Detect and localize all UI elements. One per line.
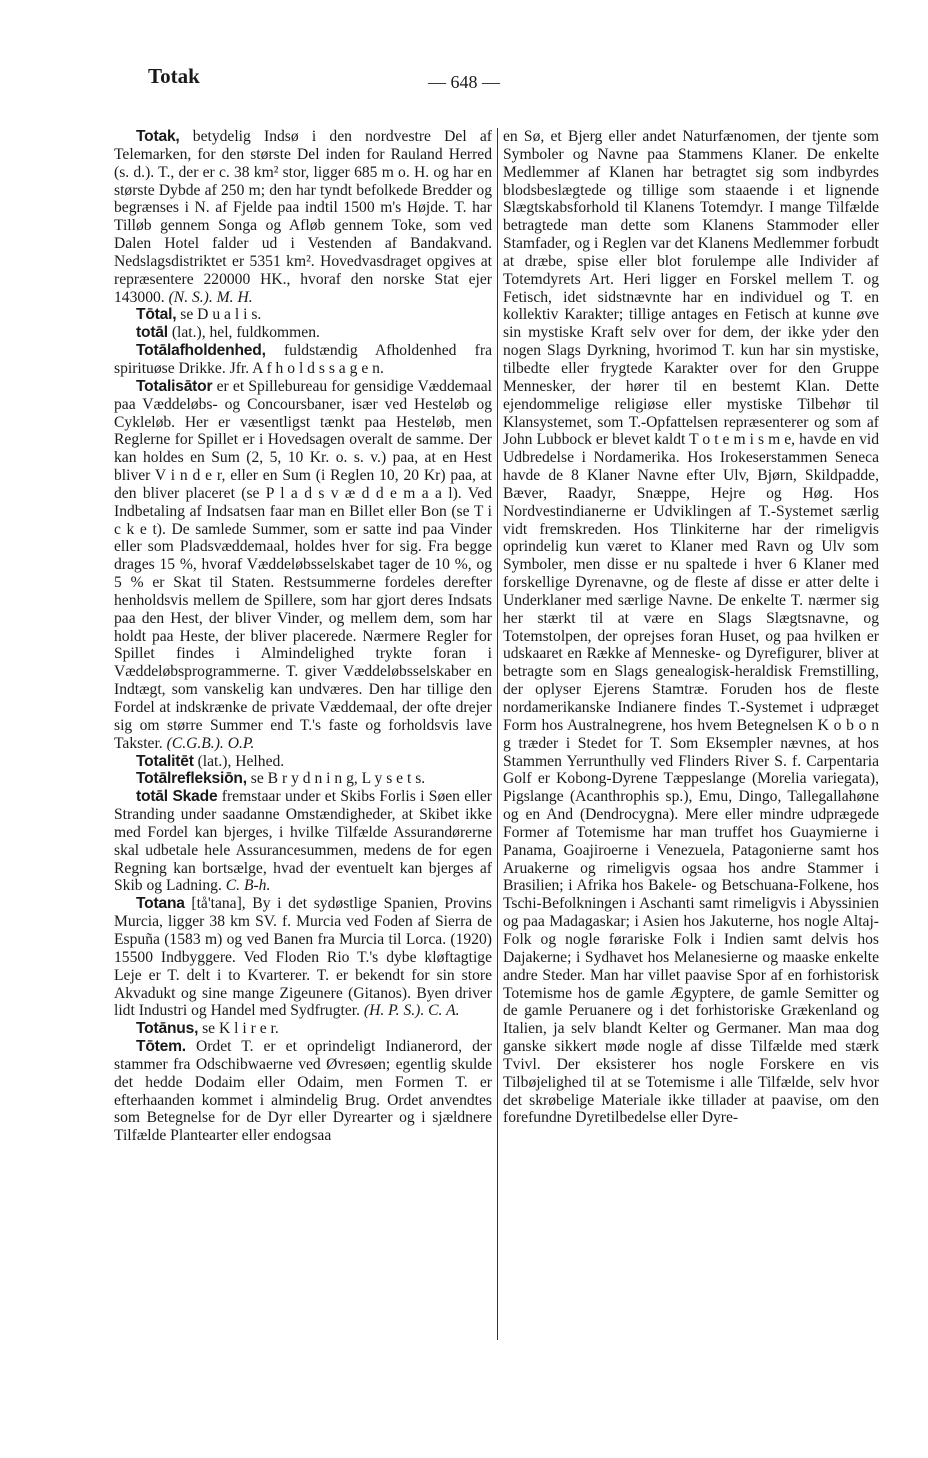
entry-text: se D u a l i s.	[176, 306, 262, 324]
headword: Tōtal,	[136, 306, 177, 324]
right-column	[503, 128, 879, 1127]
author-signature: C. B-h.	[225, 877, 271, 895]
entry-totak	[114, 128, 492, 306]
author-signature: (N. S.). M. H.	[168, 288, 253, 306]
entry-text: se K l i r e r.	[198, 1020, 279, 1038]
page-number: — 648 —	[428, 72, 500, 92]
entry-total-lat	[114, 324, 492, 342]
entry-totalrefleksion	[114, 770, 492, 788]
headword: totāl Skade	[136, 788, 218, 806]
entry-text: fremstaar under et Skibs Forlis i Søen eller Stranding under saadanne Omstændigheder, at Skibet ikke med Fordel kan bjerges, i hvilke Tilfælde Assurandørerne skal udbetale hele Assurancesummen, medens de for egen Regning kan bortsælge, hvad der eventuelt kan bjerges af Skib og Ladning.	[114, 788, 492, 895]
headword: Totana	[136, 895, 185, 913]
entry-total-skade	[114, 788, 492, 895]
author-signature: (H. P. S.). C. A.	[363, 1002, 460, 1020]
entry-totem	[114, 1038, 492, 1145]
headword: totāl	[136, 324, 168, 342]
entry-text: (lat.), Helhed.	[193, 752, 285, 770]
entry-text: fuldstændig Afholdenhed fra spirituøse Drikke. Jfr. A f h o l d s s a g e n.	[114, 342, 492, 377]
entry-text: Ordet T. er et oprindeligt Indianerord, der stammer fra Odschibwaerne ved Øvresøen; egentlig skulde det hedde Dodaim eller Odaim, men Formen T. er efterhaanden kommet i almindelig Brug. Ordet anvendtes som Betegnelse for de Dyr eller Dyrearter og i sjældnere Tilfælde Plantearter eller endogsaa	[114, 1038, 492, 1145]
entry-total	[114, 306, 492, 324]
headword: Totak,	[136, 128, 180, 145]
entry-totalitet	[114, 753, 492, 771]
headword: Totānus,	[136, 1020, 199, 1038]
headword: Totalitēt	[136, 752, 194, 770]
headword: Totālafholdenhed,	[136, 342, 266, 360]
entry-text: er et Spillebureau for gensidige Væddemaal paa Væddeløbs- og Concoursbaner, især ved Hesteløb og Cykleløb. Her er væsentligst tænkt paa Hesteløb, men Reglerne for Spillet er i Hovedsagen overalt de samme. Der kan holdes en Sum (2, 5, 10 Kr. o. s. v.) paa, at en Hest bliver V i n d e r, eller en Sum (i Reglen 10, 20 Kr) paa, at den bliver placeret (se P l a d s v æ d d e m a a l). Ved Indbetaling af Indsatsen faar man en Billet eller Bon (se T i c k e t). De samlede Summer, som er satte ind paa Vinder eller som Pladsvæddemaal, holdes hver for sig. Fra begge drages 15 %, hvoraf Væddeløbsselskabet tager de 10 %, og 5 % er Skat til Staten. Restsummerne fordeles derefter henholdsvis mellem de Spillere, som har gjort deres Indsats paa den Hest, der bliver Vinder, og mellem dem, som har holdt paa Heste, der bliver placerede. Nærmere Regler for Spillet findes i Almindelighed trykte foran i Væddeløbsprogrammerne. T. giver Væddeløbsselskaber en Indtægt, som vanskelig kan undværes. Den har tillige den Fordel at indskrænke de private Væddemaal, der ofte drejer sig om større Summer end T.'s faste og forholdsvis lave Takster.	[114, 377, 492, 752]
left-column	[114, 128, 492, 1145]
headword: Totalisātor	[136, 377, 213, 395]
totem-continuation: en Sø, et Bjerg eller andet Naturfænomen, der tjente som Symboler og Navne paa Stammens Klaner. De enkelte Medlemmer af Klanen har betragtet sig som indbyrdes blodsbeslægtede og tillige som staaende i et lignende Slægtskabsforhold til Klanens Totemdyr. I mange Tilfælde betragtede man dette som Klanens Stammoder eller Stamfader, og i Reglen var det Klanens Medlemmer forbudt at dræbe, spise eller blot forulempe alle Individer af Totemdyrets Art. Heri ligger en Forskel mellem T. og Fetisch, idet sidstnævnte har en individuel og T. en kollektiv Karakter; tillige antages en Fetisch at kunne øve sin mystiske Kraft selv over for dem, der ikke yder den nogen Slags Dyrkning, hvorimod T. kun har sin mystiske, tilbedte eller frygtede Karakter over for den Gruppe Mennesker, der hører til en bestemt Klan. Dette ejendommelige religiøse eller mystiske Tilbehør til Klansystemet, som T.-Opfattelsen repræsenterer og som af John Lubbock er blevet kaldt T o t e m i s m e, havde en vid Udbredelse i Nordamerika. Hos Irokeserstammen Seneca havde de 8 Klaner Navne efter Ulv, Bjørn, Skildpadde, Bæver, Raadyr, Snæppe, Hejre og Høg. Hos Nordvestindianerne er Udviklingen af T.-Systemet særlig vidt fremskreden. Hos Tlinkiterne har der rimeligvis oprindelig kun været to Klaner med Ravn og Ulv som Symboler, men disse er nu spaltede i hver 6 Klaner med forskellige Dyrenavne, og de fleste af disse er atter delte i Underklaner med særlige Navne. De enkelte T. nærmer sig her stærkt til at være en Slags Slægtsnavne, og Totemstolpen, der oprejses foran Huset, og paa hvilken er udskaaret en Række af Menneske- og Dyrefigurer, bliver at betragte som en Slags genealogisk-heraldisk Fremstilling, der oplyser Ejerens Stamtræ. Foruden hos de fleste nordamerikanske Indianere findes T.-Systemet i udpræget Form hos Australnegrene, hos hvem Betegnelsen K o b o n g træder i Stedet for T. Som Eksempler nævnes, at hos Stammen Yerrunthully ved Flinders River S. f. Carpentaria Golf er Kobong-Dyrene Tæppeslange (Morelia variegata), Pigslange (Acanthrophis sp.), Emu, Dingo, Tallegallahøne og en And (Dendrocygna). Mere eller mindre udprægede Former af Totemisme har man truffet hos Guaymierne i Panama, Goajiroerne i Venezuela, Patagonierne samt hos Aruakerne og rimeligvis ogsaa hos andre Stammer i Brasilien; i Afrika hos Bakele- og Betschuana-Folkene, hos Tschi-Befolkningen i Aschanti samt rimeligvis i Abyssinien og paa Madagaskar; i Asien hos Jakuterne, hos nogle Altaj-Folk og nogle førariske Folk i Indien samt delvis hos Dajakerne; i Sydhavet hos Melanesierne og maaske enkelte andre Steder. Man har villet paavise Spor af en forhistorisk Totemisme hos de gamle Ægyptere, de gamle Semitter og de gamle Peruanere og i det forhistoriske Grækenland og Italien, ja selv blandt Kelter og Germaner. Man maa dog ganske sikkert møde nogle af disse Tilfælde med stærk Tvivl. Der eksisterer hos nogle Forskere en vis Tilbøjelighed til at se Totemisme i alle Tilfælde, selv hvor det skrøbelige Materiale ikke tillader at paavise, om den forefundne Dyretilbedelse eller Dyre-	[503, 128, 879, 1127]
headword: Tōtem.	[136, 1038, 186, 1056]
entry-totalisator	[114, 378, 492, 753]
entry-totanus	[114, 1020, 492, 1038]
entry-totana	[114, 895, 492, 1020]
entry-text: [tå'tana], By i det sydøstlige Spanien, Provins Murcia, ligger 38 km SV. f. Murcia ved Foden af Sierra de Espuña (1583 m) og ved Banen fra Murcia til Lorca. (1920) 15500 Indbyggere. Ved Floden Rio T.'s dybe kløftagtige Leje er T. delt i to Kvarterer. T. er bekendt for sin store Akvadukt og sine mange Zigeunere (Gitanos). Byen driver lidt Industri og Handel med Sydfrugter.	[114, 895, 492, 1020]
entry-totalafholdenhed	[114, 342, 492, 378]
entry-text: se B r y d n i n g, L y s e t s.	[246, 770, 426, 788]
author-signature: (C.G.B.). O.P.	[166, 734, 255, 752]
headword: Totālrefleksiōn,	[136, 770, 247, 788]
entry-text: betydelig Indsø i den nordvestre Del af Telemarken, for den største Del inden for Rauland Herred (s. d.). T., der er c. 38 km² stor, ligger 685 m o. H. og har en største Dybde af 250 m; den har tyndt befolkede Bredder og begrænses i N. af Fjelde paa indtil 1500 m's Højde. T. har Tilløb gennem Songa og Afløb gennem Toke, som ved Dalen Hotel falder ud i Vestenden af Bandakvand. Nedslagsdistriktet er 5351 km². Hovedvasdraget opgives at repræsentere 220000 HK., hvoraf den norske Stat ejer 143000.	[114, 128, 492, 306]
column-divider	[497, 128, 498, 1340]
running-head: Totak	[148, 64, 200, 88]
entry-text: (lat.), hel, fuldkommen.	[167, 324, 320, 342]
